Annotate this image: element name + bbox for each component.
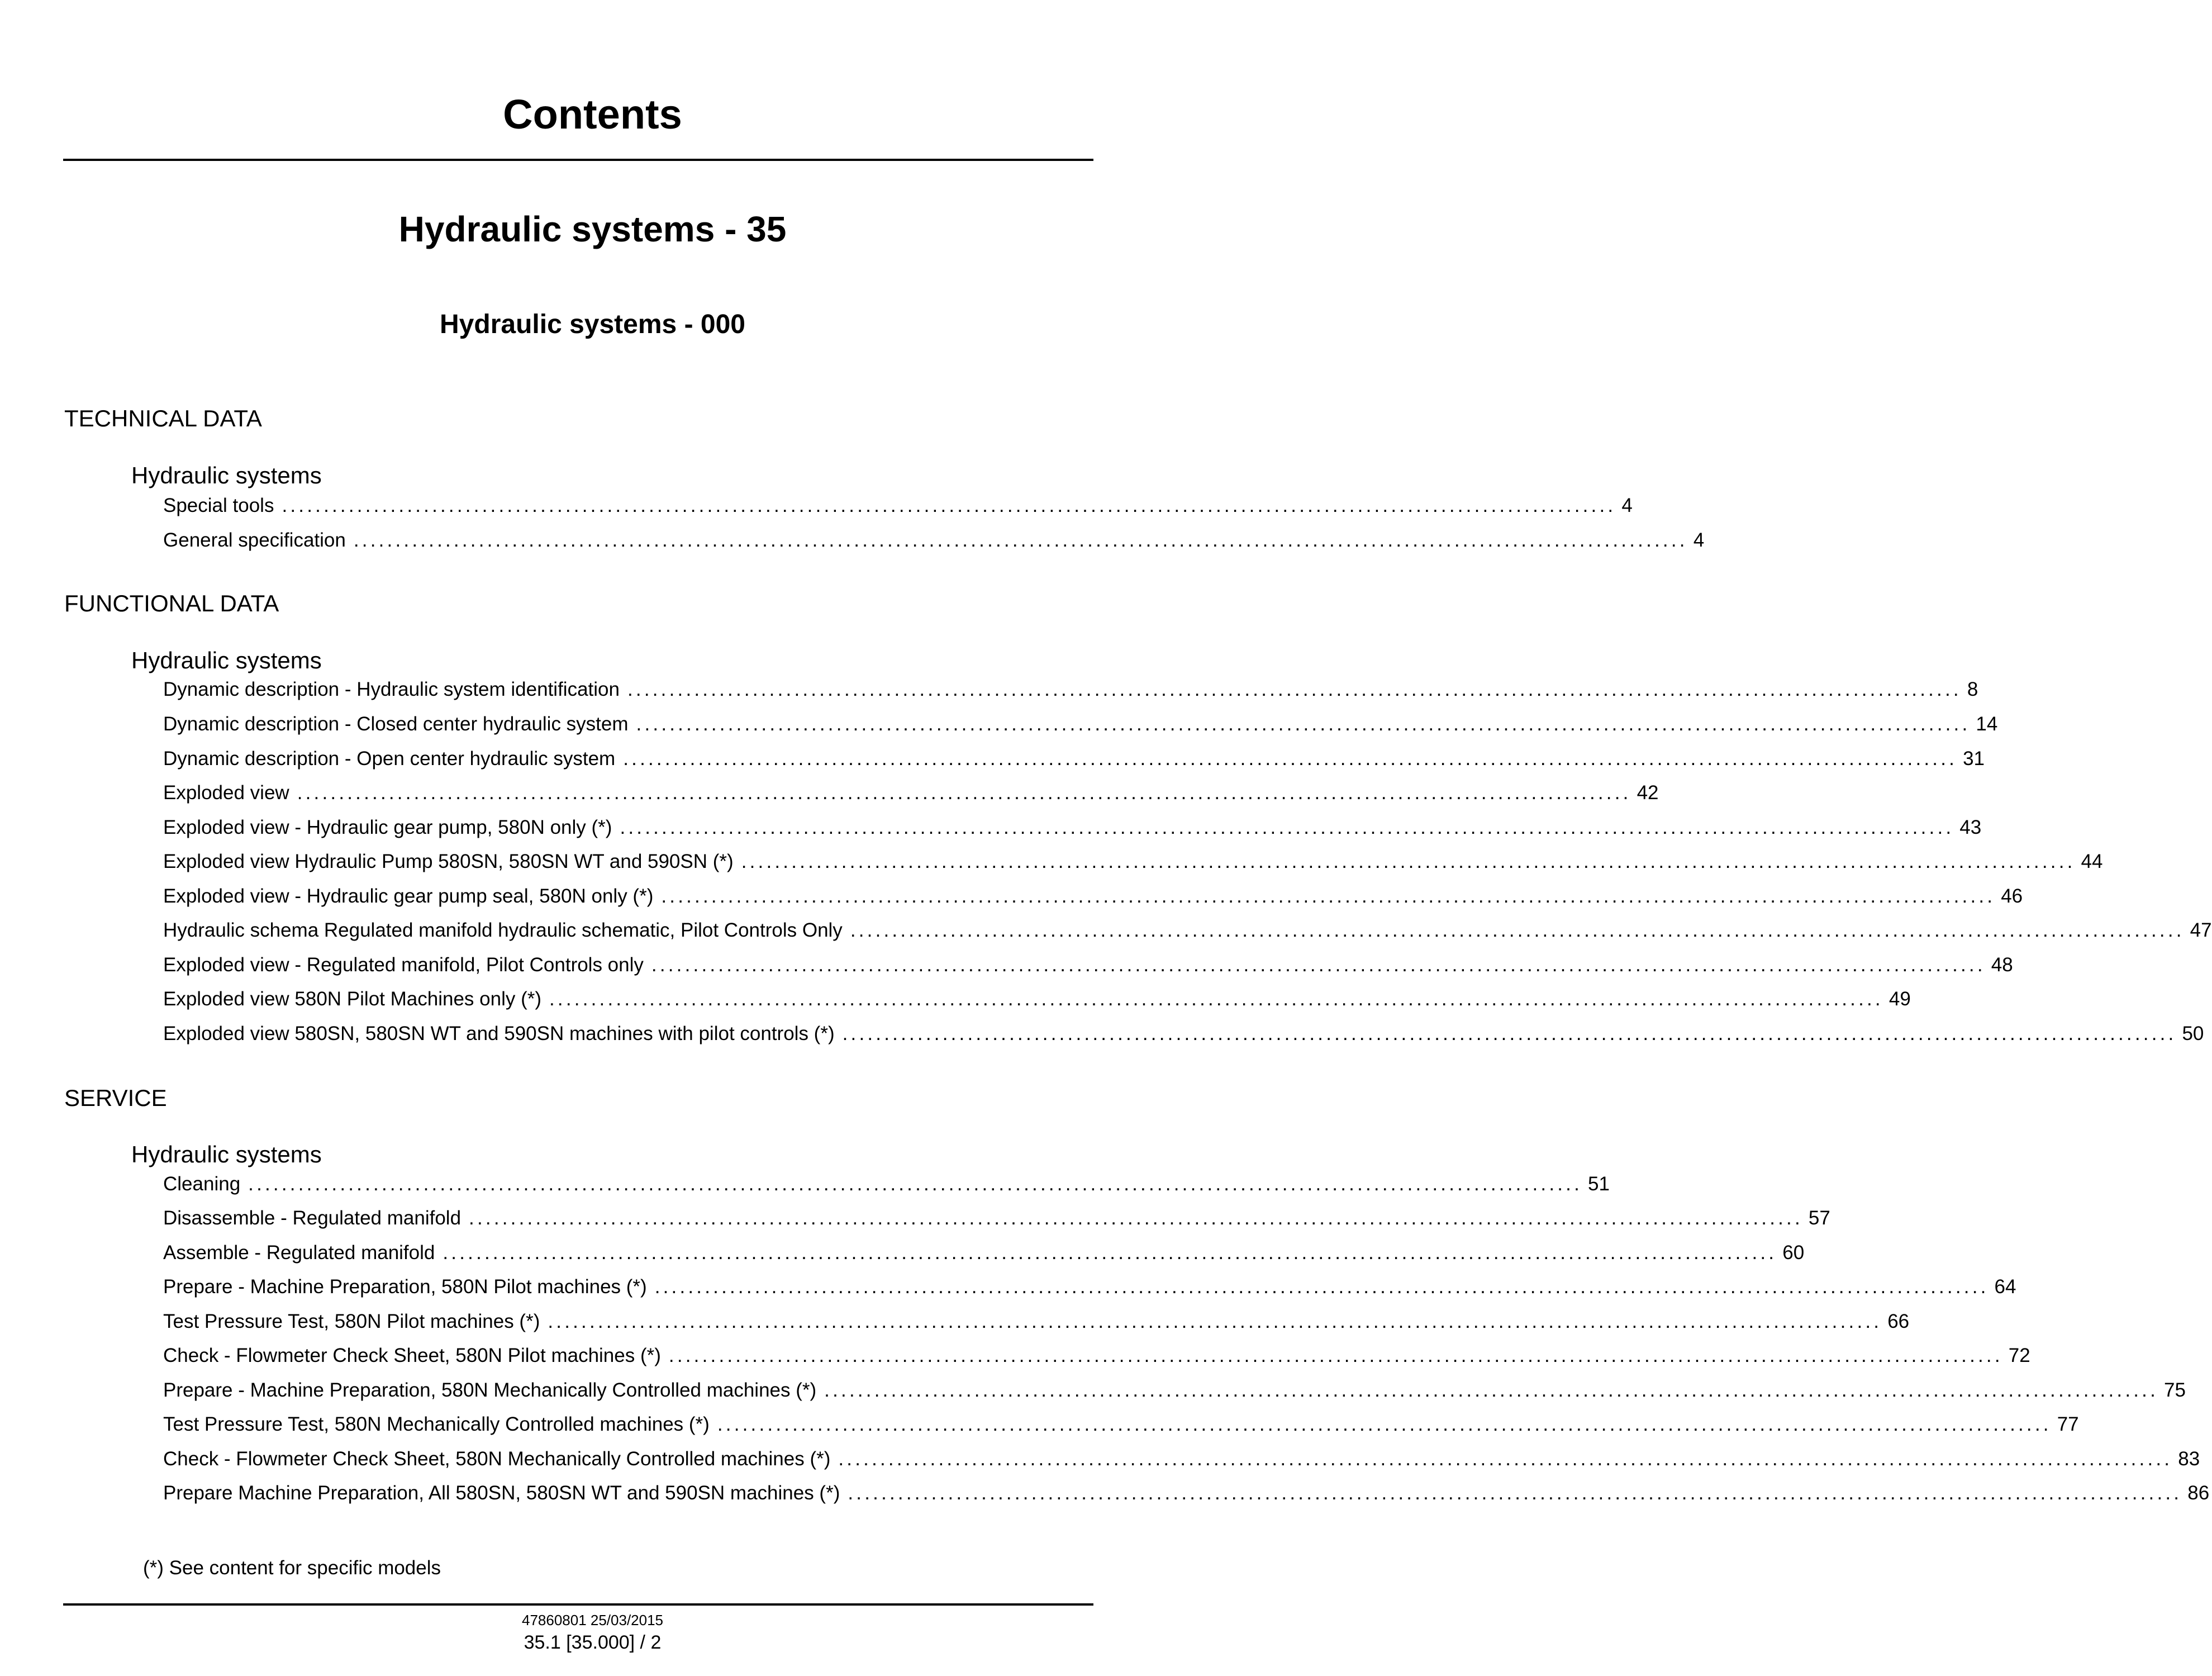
toc-entry-page: 4 (1621, 495, 1633, 516)
dot-leader: ................................................................................................................................................................ (548, 1311, 1882, 1332)
dot-leader: ................................................................................................................................................................ (850, 919, 2185, 941)
dot-leader: ................................................................................................................................................................ (282, 495, 1616, 516)
dot-leader: ................................................................................................................................................................ (627, 678, 1962, 700)
toc-entry-page: 86 (2187, 1482, 2210, 1504)
toc-entry-page: 60 (1782, 1242, 1805, 1264)
page-title: Contents (503, 91, 682, 137)
dot-leader: ................................................................................................................................................................ (469, 1207, 1803, 1229)
dot-leader: ................................................................................................................................................................ (741, 851, 2076, 872)
dot-leader: ................................................................................................................................................................ (661, 885, 1996, 907)
dot-leader: ................................................................................................................................................................ (549, 988, 1883, 1010)
toc-section-functional-data: FUNCTIONAL DATA (64, 590, 279, 616)
toc-entry-page: 46 (2001, 885, 2023, 907)
toc-group-hydraulic-systems: Hydraulic systems (131, 647, 322, 673)
section-heading: Hydraulic systems - 000 (440, 310, 745, 339)
toc-entry[interactable] (163, 677, 1978, 702)
toc-entry[interactable] (163, 1241, 1805, 1265)
toc-entry-page: 43 (1959, 816, 1982, 838)
toc-entry-page: 72 (2008, 1345, 2030, 1366)
toc-entry-page: 57 (1808, 1207, 1830, 1229)
page-number: 35.1 [35.000] / 2 (524, 1632, 662, 1653)
toc-group-hydraulic-systems: Hydraulic systems (131, 1141, 322, 1167)
toc-section-technical-data: TECHNICAL DATA (64, 405, 262, 431)
dot-leader: ................................................................................................................................................................ (248, 1173, 1583, 1195)
dot-leader: ................................................................................................................................................................ (297, 782, 1631, 804)
toc-entry-page: 42 (1637, 782, 1659, 804)
toc-entry[interactable] (163, 1275, 2016, 1299)
dot-leader: ................................................................................................................................................................ (668, 1345, 2003, 1366)
toc-entry-title: Dynamic description - Closed center hydraulic system (163, 713, 629, 735)
toc-entry-page: 49 (1888, 988, 1911, 1010)
toc-entry-title: Exploded view - Regulated manifold, Pilot Controls only (163, 954, 644, 976)
toc-section-service: SERVICE (64, 1085, 167, 1111)
toc-entry[interactable] (163, 747, 1985, 771)
toc-entry-page: 44 (2081, 851, 2103, 872)
toc-entry-title: Exploded view (163, 782, 289, 804)
toc-entry[interactable] (163, 884, 2023, 909)
toc-entry-title: Exploded view 580SN, 580SN WT and 590SN machines with pilot controls (*) (163, 1023, 835, 1044)
toc-entry-page: 8 (1967, 678, 1978, 700)
toc-entry[interactable] (163, 712, 1998, 737)
toc-entry-title: Dynamic description - Open center hydraulic system (163, 748, 616, 770)
toc-entry-title: Exploded view Hydraulic Pump 580SN, 580SN WT and 590SN (*) (163, 851, 734, 872)
toc-group-hydraulic-systems: Hydraulic systems (131, 462, 322, 488)
toc-entry-page: 77 (2057, 1413, 2079, 1435)
toc-entry[interactable] (163, 1447, 2200, 1471)
toc-entry-page: 83 (2178, 1448, 2200, 1470)
toc-entry[interactable] (163, 918, 2212, 943)
chapter-heading: Hydraulic systems - 35 (398, 209, 787, 249)
toc-entry-title: Check - Flowmeter Check Sheet, 580N Mechanically Controlled machines (*) (163, 1448, 831, 1470)
toc-entry-page: 4 (1693, 529, 1705, 551)
toc-entry-title: Hydraulic schema Regulated manifold hydraulic schematic, Pilot Controls Only (163, 919, 843, 941)
toc-entry-title: Disassemble - Regulated manifold (163, 1207, 462, 1229)
dot-leader: ................................................................................................................................................................ (651, 954, 1986, 976)
toc-entry-page: 66 (1887, 1311, 1910, 1332)
toc-entry-title: Test Pressure Test, 580N Pilot machines (*) (163, 1311, 540, 1332)
toc-entry[interactable] (163, 849, 2103, 874)
dot-leader: ................................................................................................................................................................ (443, 1242, 1777, 1264)
toc-entry-title: Assemble - Regulated manifold (163, 1242, 435, 1264)
toc-entry-title: Exploded view - Hydraulic gear pump, 580N only (*) (163, 816, 612, 838)
toc-entry-page: 47 (2190, 919, 2212, 941)
toc-entry-title: Check - Flowmeter Check Sheet, 580N Pilot machines (*) (163, 1345, 661, 1366)
toc-entry-title: Prepare Machine Preparation, All 580SN, 580SN WT and 590SN machines (*) (163, 1482, 840, 1504)
toc-entry[interactable] (163, 1481, 2210, 1506)
toc-entry[interactable] (163, 781, 1659, 805)
dot-leader: ................................................................................................................................................................ (717, 1413, 2052, 1435)
toc-entry-title: Test Pressure Test, 580N Mechanically Controlled machines (*) (163, 1413, 710, 1435)
toc-entry[interactable] (163, 1172, 1610, 1197)
toc-entry-title: Special tools (163, 495, 274, 516)
toc-entry[interactable] (163, 1378, 2186, 1403)
toc-entry-title: Cleaning (163, 1173, 241, 1195)
toc-entry-title: Dynamic description - Hydraulic system identification (163, 678, 620, 700)
toc-entry-title: Prepare - Machine Preparation, 580N Pilot machines (*) (163, 1276, 647, 1298)
toc-entry[interactable] (163, 1412, 2079, 1437)
toc-entry[interactable] (163, 987, 1911, 1012)
dot-leader: ................................................................................................................................................................ (353, 529, 1688, 551)
dot-leader: ................................................................................................................................................................ (636, 713, 1971, 735)
dot-leader: ................................................................................................................................................................ (842, 1023, 2177, 1044)
toc-entry-title: Prepare - Machine Preparation, 580N Mechanically Controlled machines (*) (163, 1379, 817, 1401)
toc-entry[interactable] (163, 815, 1982, 840)
toc-entry-page: 14 (1976, 713, 1998, 735)
toc-entry-page: 50 (2182, 1023, 2204, 1044)
dot-leader: ................................................................................................................................................................ (838, 1448, 2173, 1470)
dot-leader: ................................................................................................................................................................ (620, 816, 1954, 838)
toc-entry[interactable] (163, 1206, 1830, 1231)
dot-leader: ................................................................................................................................................................ (848, 1482, 2182, 1504)
toc-entry[interactable] (163, 493, 1633, 518)
toc-entry-title: Exploded view - Hydraulic gear pump seal, 580N only (*) (163, 885, 654, 907)
toc-entry[interactable] (163, 1309, 1910, 1334)
toc-entry[interactable] (163, 1343, 2030, 1368)
toc-entry-page: 75 (2164, 1379, 2186, 1401)
toc-entry[interactable] (163, 953, 2013, 977)
toc-entry[interactable] (163, 528, 1705, 553)
dot-leader: ................................................................................................................................................................ (824, 1379, 2159, 1401)
toc-entry-title: Exploded view 580N Pilot Machines only (*) (163, 988, 541, 1010)
footer-divider (63, 1603, 1093, 1606)
toc-entry[interactable] (163, 1022, 2204, 1046)
toc-entry-page: 31 (1963, 748, 1985, 770)
footnote: (*) See content for specific models (143, 1557, 441, 1579)
dot-leader: ................................................................................................................................................................ (623, 748, 1958, 770)
toc-entry-title: General specification (163, 529, 346, 551)
toc-entry-page: 64 (1994, 1276, 2016, 1298)
toc-entry-page: 51 (1588, 1173, 1610, 1195)
toc-entry-page: 48 (1991, 954, 2013, 976)
dot-leader: ................................................................................................................................................................ (654, 1276, 1989, 1298)
document-id: 47860801 25/03/2015 (521, 1612, 664, 1628)
